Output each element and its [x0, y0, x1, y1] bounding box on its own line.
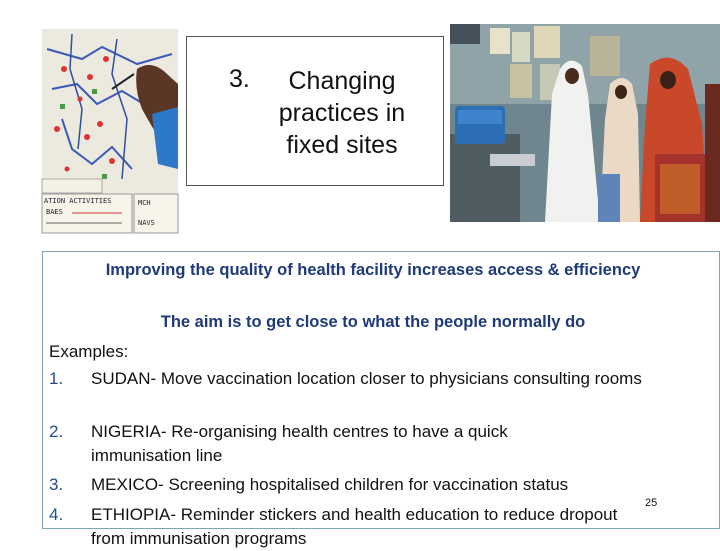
clinic-photo [450, 24, 720, 222]
map-photo [42, 29, 178, 233]
content-box [42, 251, 720, 548]
map-caption-4: NAVS [138, 219, 155, 227]
map-caption-2: BAES [46, 208, 63, 216]
map-caption-1: ATION ACTIVITIES [44, 197, 112, 205]
item-number-4: 4. [49, 505, 64, 524]
list-item-mexico: MEXICO- Screening hospitalised children for vaccination status [91, 475, 569, 494]
list-item-sudan: SUDAN- Move vaccination location closer to physicians consulting rooms [91, 369, 642, 388]
map-caption-3: MCH [138, 199, 151, 207]
item-number-3: 3. [49, 475, 64, 494]
examples-label: Examples: [49, 342, 129, 361]
slide-title: Changing practices in fixed sites [278, 67, 406, 159]
heading-aim: The aim is to get close to what the people normally do [160, 313, 586, 331]
heading-quality: Improving the quality of health facility increases access & efficiency [105, 261, 641, 279]
item-number-1: 1. [49, 369, 64, 388]
page-number: 25 [645, 497, 658, 509]
item-number-2: 2. [49, 422, 64, 441]
list-item-ethiopia: ETHIOPIA- Reminder stickers and health education to reduce dropout from immunisation programs [91, 505, 618, 548]
title-number: 3. [229, 65, 250, 93]
list-item-nigeria: NIGERIA- Re-organising health centres to have a quick immunisation line [91, 422, 508, 465]
title-box [186, 36, 444, 186]
